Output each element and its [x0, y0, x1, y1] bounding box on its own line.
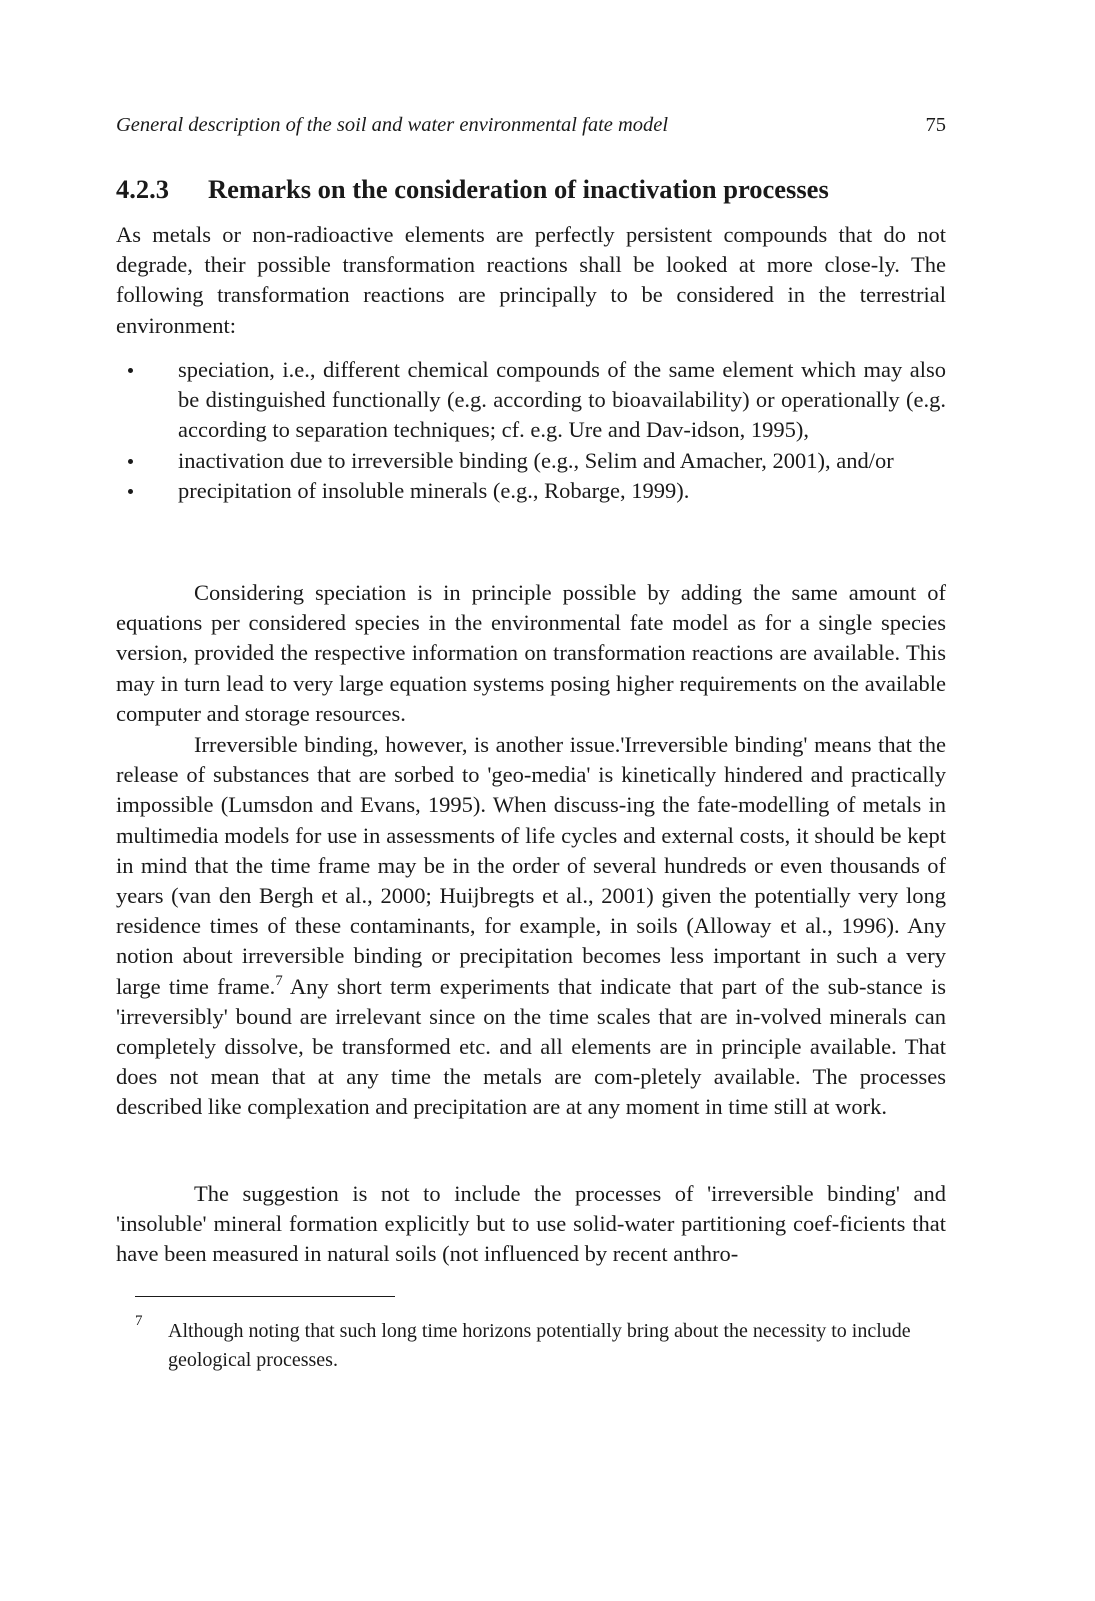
- list-item-text: precipitation of insoluble minerals (e.g., Robarge, 1999).: [178, 477, 690, 503]
- footnote-text: Although noting that such long time horizons potentially bring about the necessity to include geological processes.: [168, 1320, 911, 1371]
- section-title: Remarks on the consideration of inactivation processes: [208, 174, 829, 204]
- list-item-text: inactivation due to irreversible binding (e.g., Selim and Amacher, 2001), and/or: [178, 447, 894, 473]
- list-item: [116, 476, 946, 506]
- bullet-icon: [128, 368, 133, 373]
- bullet-icon: [128, 459, 133, 464]
- section-heading: [116, 172, 946, 206]
- section-number: 4.2.3: [116, 174, 169, 204]
- footnote: [135, 1313, 947, 1375]
- footnote-reference[interactable]: 7: [275, 972, 283, 989]
- list-item-text: speciation, i.e., different chemical compounds of the same element which may also be distinguished functionally (e.g. according to bioavailability) or operationally (e.g. according to separation techniques; cf. e.g. Ure and Dav-idson, 1995),: [178, 357, 946, 443]
- suggestion-paragraph: The suggestion is not to include the processes of 'irreversible binding' and 'insoluble' mineral formation explicitly but to use solid-water partitioning coef-ficients that have been measured in natural soils (not influenced by recent anthro-: [116, 1181, 946, 1267]
- speciation-paragraph: Considering speciation is in principle possible by adding the same amount of equations per considered species in the environmental fate model as for a single species version, provided the respective information on transformation reactions are available. This may in turn lead to very large equation systems posing higher requirements on the available computer and storage resources.: [116, 580, 946, 726]
- transformation-reaction-list: [116, 355, 946, 506]
- intro-paragraph: As metals or non-radioactive elements are perfectly persistent compounds that do not degrade, their possible transformation reactions shall be looked at more close-ly. The following transformation reactions are principally to be considered in the terrestrial environment:: [116, 222, 946, 338]
- list-item: [116, 446, 946, 476]
- running-head: [116, 109, 946, 141]
- bullet-icon: [128, 489, 133, 494]
- paragraph-text-part: Any short term experiments that indicate that part of the sub-stance is 'irreversibly' bound are irrelevant since on the time scales that are in-volved minerals can completely dissolve, be transformed etc. and all elements are in principle available. That does not mean that at any time the metals are com-pletely available. The processes described like complexation and precipitation are at any moment in time still at work.: [116, 973, 946, 1120]
- footnote-divider: [135, 1296, 395, 1297]
- list-item: [116, 355, 946, 446]
- footnote-marker: 7: [135, 1313, 143, 1329]
- irreversible-binding-paragraph: [116, 730, 946, 1123]
- page-number: 75: [925, 114, 946, 136]
- running-title: General description of the soil and water environmental fate model: [116, 114, 669, 136]
- paragraph-text-part: Irreversible binding, however, is another issue.'Irreversible binding' means that the release of substances that are sorbed to 'geo-media' is kinetically hindered and practically impossible (Lumsdon and Evans, 1995). When discuss-ing the fate-modelling of metals in multimedia models for use in assessments of life cycles and external costs, it should be kept in mind that the time frame may be in the order of several hundreds or even thousands of years (van den Bergh et al., 2000; Huijbregts et al., 2001) given the potentially very long residence times of these contaminants, for example, in soils (Alloway et al., 1996). Any notion about irreversible binding or precipitation becomes less important in such a very large time frame.: [116, 732, 946, 999]
